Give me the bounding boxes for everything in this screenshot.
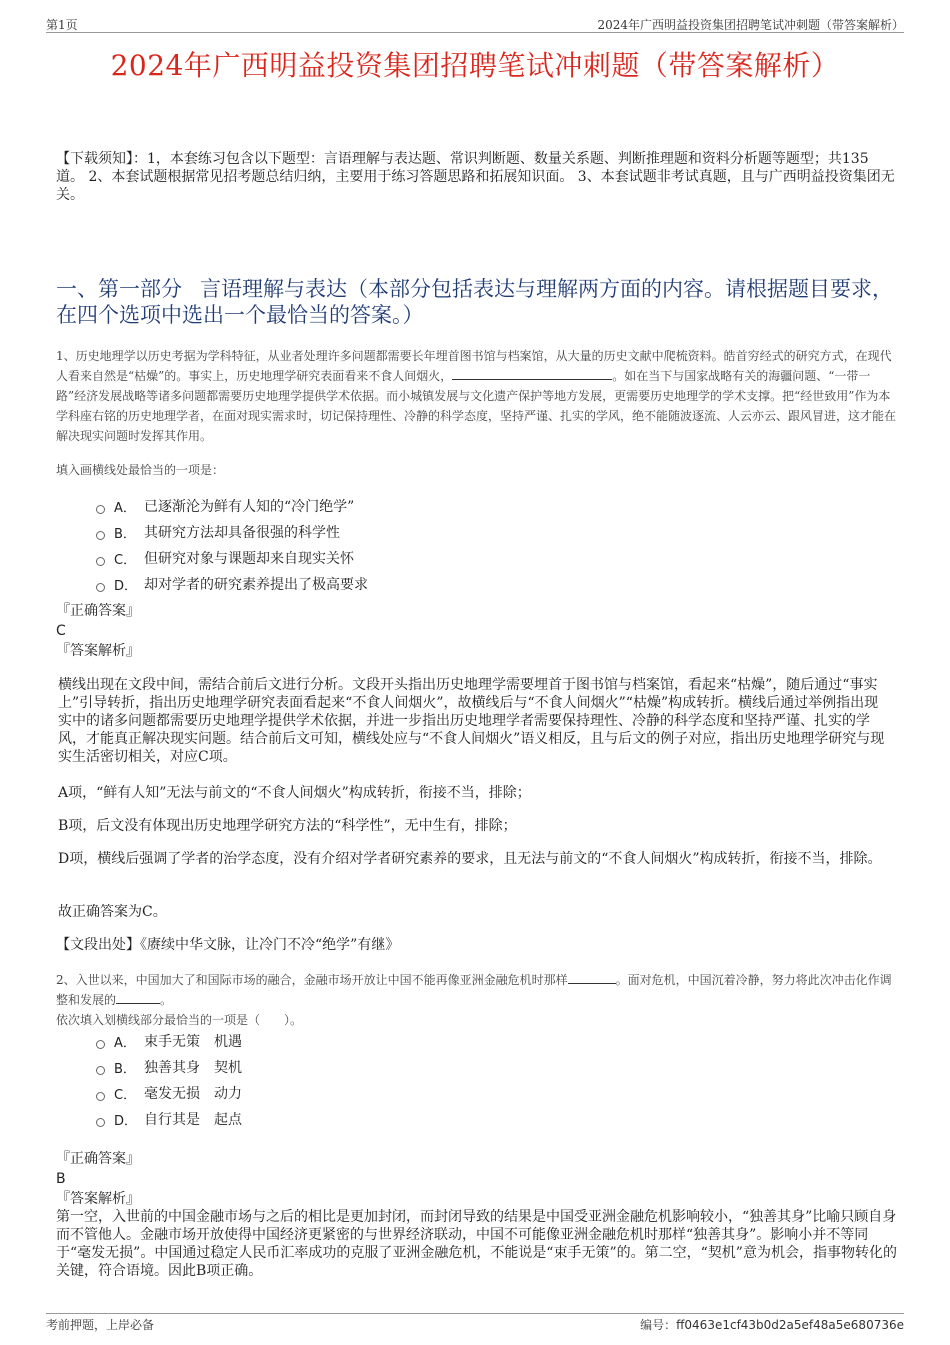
option-a[interactable]: A． 已逐渐沦为鲜有人知的“冷门绝学” (96, 493, 796, 519)
radio-icon[interactable] (96, 557, 105, 566)
question-1-text: 1、历史地理学以历史考据为学科特征，从业者处理许多问题都需要长年埋首图书馆与档案馆，从大量的历史文献中爬梳资料。皓首穷经式的研究方式，在现代人看来自然是“枯燥”的。事实上，历史地理学研究表面看来不食人间烟火， 。如在当下与国家战略有关的海疆问题、“一带一路”经济发展战略等诸多问题都需要历史地理学提供学术依据。而小城镇发展与文化遗产保护等地方发展，更需要历史地理学的学术支撑。把“经世致用”作为本学科座右铭的历史地理学者，在面对现实需求时，切记保持理性、冷静的科学态度，坚持严谨、扎实的学风，绝不能随波逐流、人云亦云、跟风冒进，这才能在解决现实问题时发挥其作用。 (56, 349, 897, 443)
text-source: 【文段出处】《赓续中华文脉，让冷门不冷“绝学”有继》 (56, 937, 400, 953)
header-doc-title: 2024年广西明益投资集团招聘笔试冲刺题（带答案解析） (597, 18, 904, 32)
question-2-prompt: 依次填入划横线部分最恰当的一项是（ ）。 (56, 1013, 303, 1027)
option-d[interactable]: D． 自行其是 起点 (96, 1106, 796, 1132)
option-d[interactable]: D． 却对学者的研究素养提出了极高要求 (96, 571, 796, 597)
page-header (46, 14, 904, 33)
radio-icon[interactable] (96, 1118, 105, 1127)
fill-blank (116, 991, 160, 1004)
radio-icon[interactable] (96, 1040, 105, 1049)
correct-answer: C (56, 623, 66, 639)
document-id: 编号：ff0463e1cf43b0d2a5ef48a5e680736e (640, 1318, 904, 1332)
question-1-prompt: 填入画横线处最恰当的一项是： (56, 463, 225, 477)
option-b[interactable]: B． 独善其身 契机 (96, 1054, 796, 1080)
correct-answer: B (56, 1171, 66, 1187)
page-title: 2024年广西明益投资集团招聘笔试冲刺题（带答案解析） (110, 49, 840, 82)
analysis-text: 第一空，入世前的中国金融市场与之后的相比是更加封闭，而封闭导致的结果是中国受亚洲金融危机影响较小，“独善其身”比喻只顾自身而不管他人。金融市场开放使得中国经济更紧密的与世界经济联动，中国不可能像亚洲金融危机时那样“独善其身”。影响小并不等同于“毫发无损”。中国通过稳定人民币汇率成功的克服了亚洲金融危机，不能说是“束手无策”的。第二空，“契机”意为机会，指事物转化的关键，符合语境。因此B项正确。 (56, 1209, 897, 1279)
option-b[interactable]: B． 其研究方法却具备很强的科学性 (96, 519, 796, 545)
question-2-options (96, 1028, 796, 1132)
option-a[interactable]: A． 束手无策 机遇 (96, 1028, 796, 1054)
answer-label: 『正确答案』 (56, 1151, 140, 1167)
section-number: 一、第一部分 (56, 277, 182, 301)
page-footer (46, 1313, 904, 1332)
download-notice: 【下载须知】：1，本套练习包含以下题型：言语理解与表达题、常识判断题、数量关系题、判断推理题和资料分析题等题型；共135道。 2、本套试题根据常见招考题总结归纳，主要用于练习答题思路和拓展知识面。 3、本套试题非考试真题，且与广西明益投资集团无关。 (56, 151, 895, 203)
answer-label: 『正确答案』 (56, 603, 140, 619)
explanation-d: D项，横线后强调了学者的治学态度，没有介绍对学者研究素养的要求，且无法与前文的“不食人间烟火”构成转折，衔接不当，排除。 (58, 851, 882, 867)
explanation-a: A项，“鲜有人知”无法与前文的“不食人间烟火”构成转折，衔接不当，排除； (58, 785, 531, 801)
analysis-text: 横线出现在文段中间，需结合前后文进行分析。文段开头指出历史地理学需要埋首于图书馆与档案馆，看起来“枯燥”，随后通过“事实上”引导转折，指出历史地理学研究表面看起来“不食人间烟火”，故横线后与“不食人间烟火”“枯燥”构成转折。横线后通过举例指出现实中的诸多问题都需要历史地理学提供学术依据，并进一步指出历史地理学者需要保持理性、冷静的科学态度和坚持严谨、扎实的学风，才能真正解决现实问题。结合前后文可知，横线处应与“不食人间烟火”语义相反，且与后文的例子对应，指出历史地理学研究与现实生活密切相关，对应C项。 (58, 677, 885, 765)
option-c[interactable]: C． 但研究对象与课题却来自现实关怀 (96, 545, 796, 571)
radio-icon[interactable] (96, 1092, 105, 1101)
radio-icon[interactable] (96, 1066, 105, 1075)
option-c[interactable]: C． 毫发无损 动力 (96, 1080, 796, 1106)
section-description: 言语理解与表达（本部分包括表达与理解两方面的内容。请根据题目要求，在四个选项中选出一个最恰当的答案。） (56, 277, 893, 327)
question-1-options (96, 493, 796, 597)
fill-blank (568, 971, 616, 984)
footer-slogan: 考前押题，上岸必备 (46, 1318, 155, 1332)
conclusion: 故正确答案为C。 (58, 904, 167, 920)
question-2-text: 2、入世以来，中国加大了和国际市场的融合，金融市场开放让中国不能再像亚洲金融危机时那样 。面对危机，中国沉着冷静，努力将此次冲击化作调整和发展的 。 (56, 973, 892, 1007)
analysis-label: 『答案解析』 (56, 643, 140, 659)
radio-icon[interactable] (96, 583, 105, 592)
explanation-b: B项，后文没有体现出历史地理学研究方法的“科学性”，无中生有，排除； (58, 818, 517, 834)
analysis-label: 『答案解析』 (56, 1191, 140, 1207)
fill-blank (452, 367, 612, 380)
radio-icon[interactable] (96, 505, 105, 514)
section-heading (56, 276, 906, 328)
page-number: 第1页 (46, 18, 78, 32)
radio-icon[interactable] (96, 531, 105, 540)
